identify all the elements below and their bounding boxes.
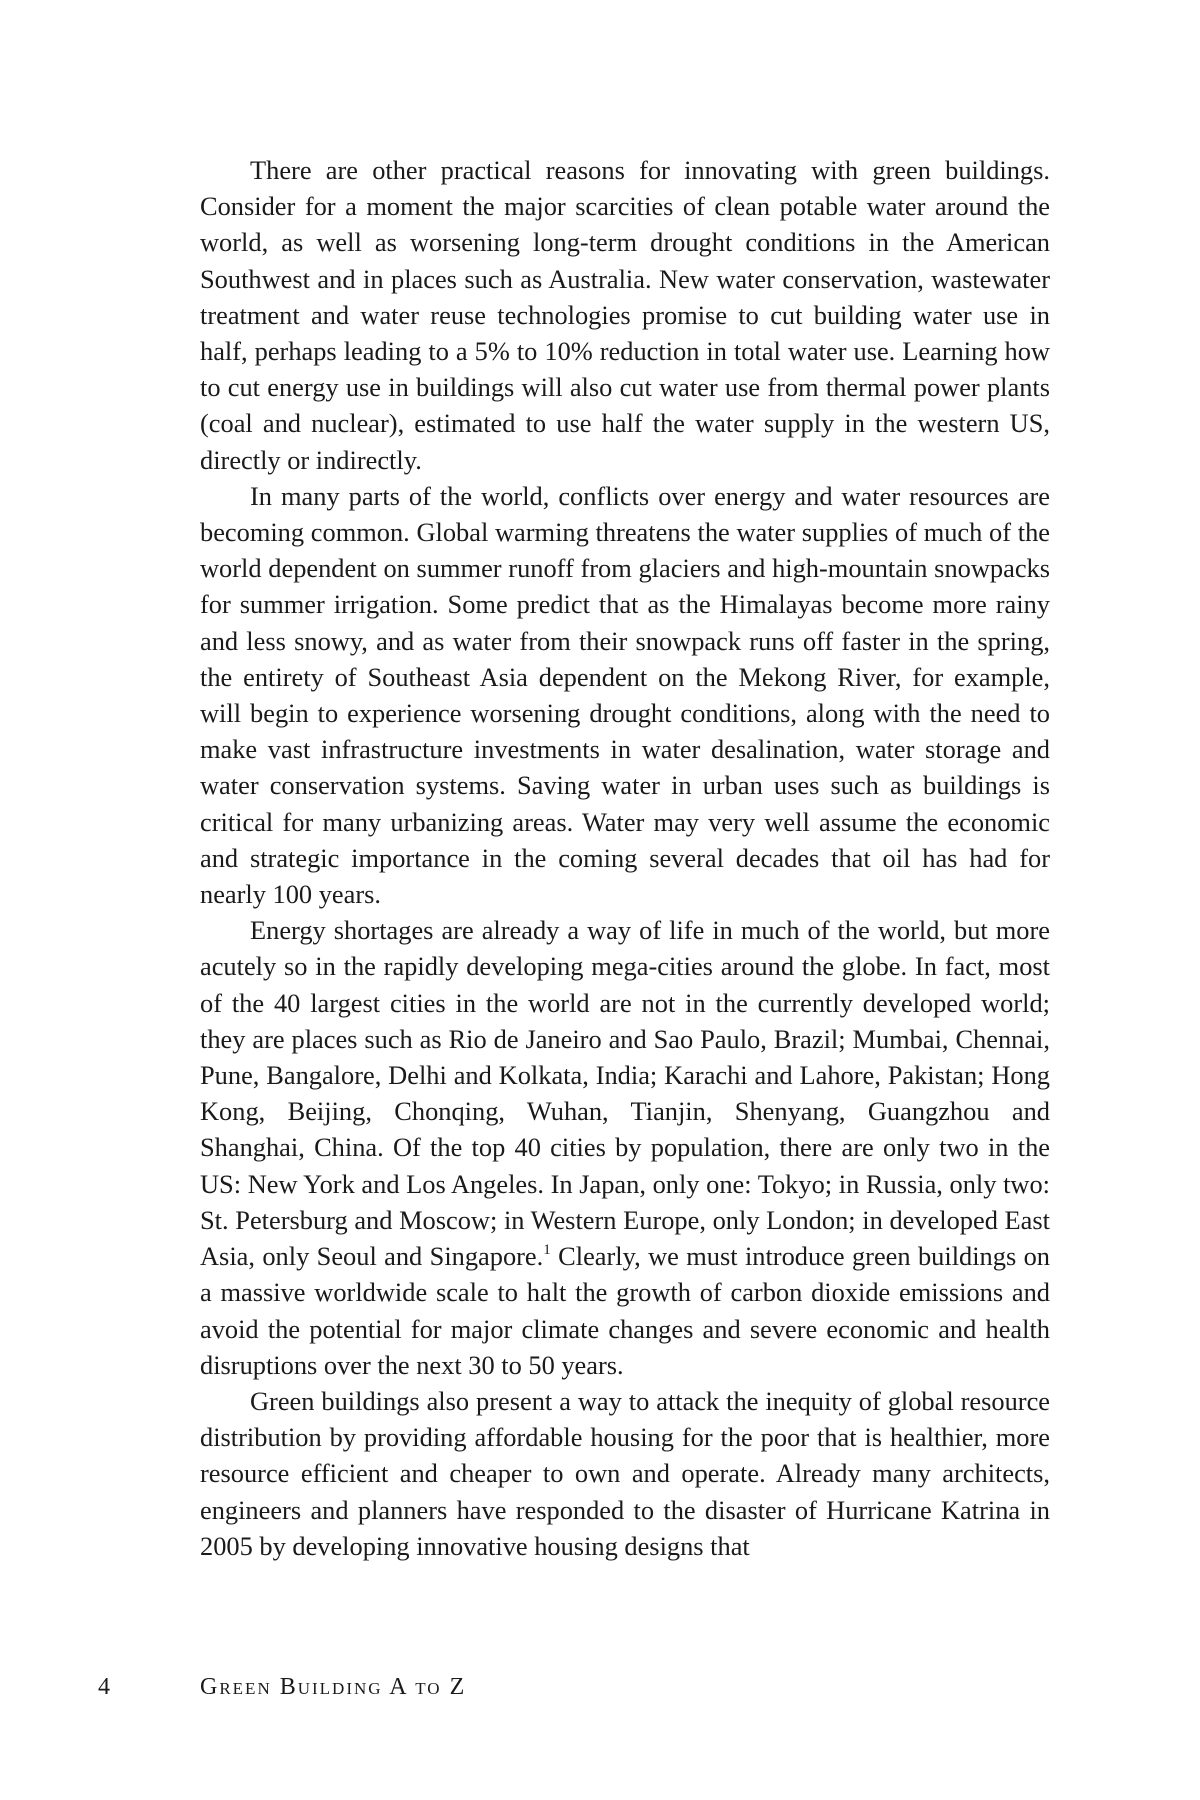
paragraph-resource-inequity: Green buildings also present a way to attack the inequity of global resource distribution by providing affordable housing for the poor that is healthier, more resource efficient and cheaper to own and operate. Already many architects, engineers and planners have responded to the disaster of Hurricane Katrina in 2005 by developing innovative housing designs that	[200, 1385, 1050, 1561]
running-head: Green Building A to Z	[200, 1674, 467, 1700]
paragraph-text-part-1: Energy shortages are already a way of life in much of the world, but more acutely so in the rapidly developing mega-cities around the globe. In fact, most of the 40 largest cities in the world are not in the currently developed world; they are places such as Rio de Janeiro and Sao Paulo, Brazil; Mumbai, Chennai, Pune, Bangalore, Delhi and Kolkata, India; Karachi and Lahore, Pakistan; Hong Kong, Beijing, Chonqing, Wuhan, Tianjin, Shenyang, Guangzhou and Shanghai, China. Of the top 40 cities by population, there are only two in the US: New York and Los Angeles. In Japan, only one: Tokyo; in Russia, only two: St. Petersburg and Moscow; in Western Europe, only London; in developed East Asia, only Seoul and Singapore.	[200, 915, 1050, 1272]
paragraph-energy-shortages	[200, 912, 1050, 1383]
paragraph-water-scarcity: There are other practical reasons for innovating with green buildings. Consider for a moment the major scarcities of clean potable water around the world, as well as worsening long-term drought conditions in the American Southwest and in places such as Australia. New water conservation, wastewater treatment and water reuse technologies promise to cut building water use in half, perhaps leading to a 5% to 10% reduction in total water use. Learning how to cut energy use in buildings will also cut water use from thermal power plants (coal and nuclear), estimated to use half the water supply in the western US, directly or indirectly.	[200, 155, 1050, 475]
footnote-reference: 1	[543, 1242, 551, 1259]
paragraph-text-part-2: Clearly, we must introduce green buildings on a massive worldwide scale to halt the growth of carbon dioxide emissions and avoid the potential for major climate changes and severe economic and health disruptions over the next 30 to 50 years.	[200, 1241, 1050, 1380]
paragraph-water-conflicts: In many parts of the world, conflicts over energy and water resources are becoming common. Global warming threatens the water supplies of much of the world dependent on summer runoff from glaciers and high-mountain snowpacks for summer irrigation. Some predict that as the Himalayas become more rainy and less snowy, and as water from their snowpack runs off faster in the spring, the entirety of Southeast Asia dependent on the Mekong River, for example, will begin to experience worsening drought conditions, along with the need to make vast infrastructure investments in water desalination, water storage and water conservation systems. Saving water in urban uses such as buildings is critical for many urbanizing areas. Water may very well assume the economic and strategic importance in the coming several decades that oil has had for nearly 100 years.	[200, 480, 1050, 910]
page-number: 4	[98, 1674, 110, 1700]
body-text	[200, 152, 1050, 1564]
